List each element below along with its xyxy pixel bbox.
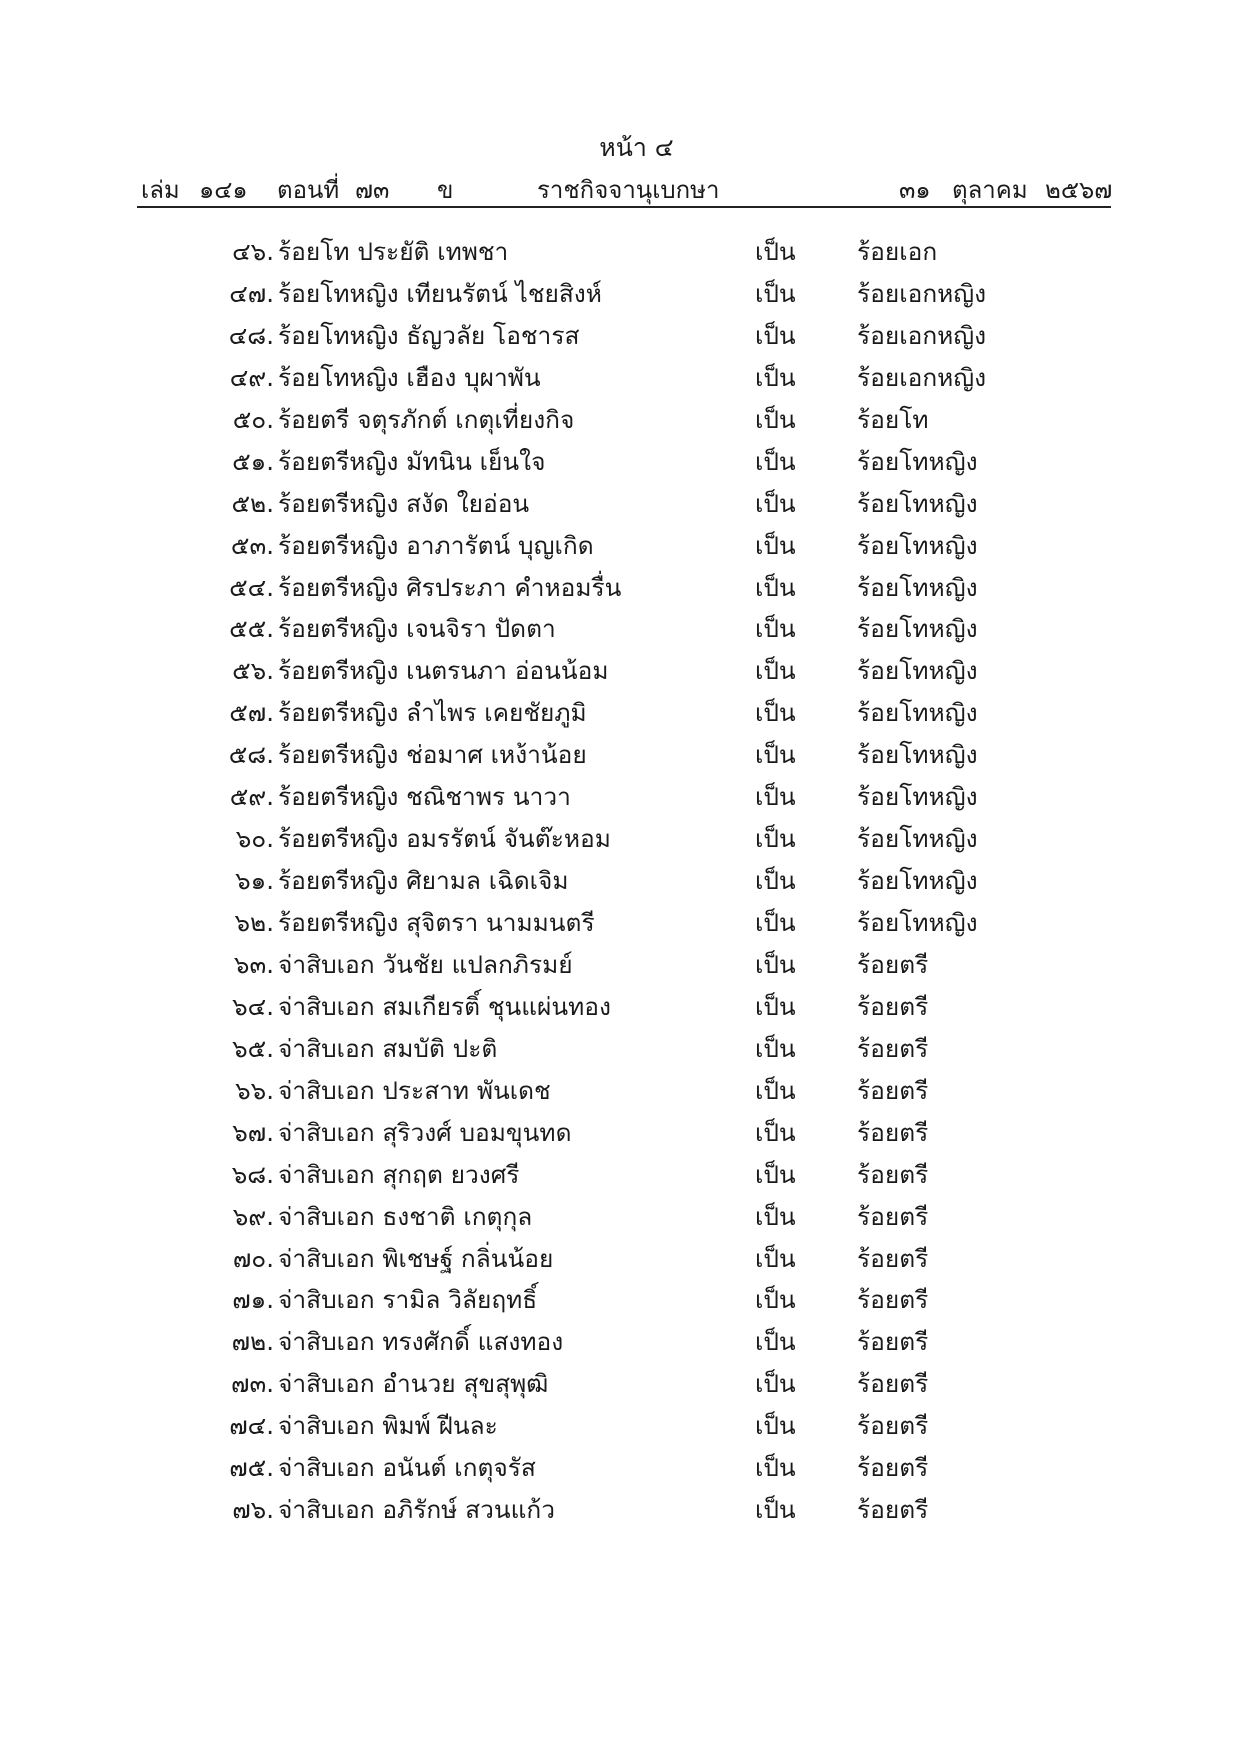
verb-pen: เป็น bbox=[755, 278, 796, 308]
entry-number: ๕๗. bbox=[229, 698, 274, 728]
list-item bbox=[0, 777, 1241, 819]
entry-number: ๔๙. bbox=[229, 362, 274, 392]
new-rank: ร้อยตรี bbox=[857, 1285, 929, 1315]
volume-number: ๑๔๑ bbox=[199, 176, 248, 204]
new-rank: ร้อยโทหญิง bbox=[857, 866, 978, 896]
list-item bbox=[0, 735, 1241, 777]
person-name: จ่าสิบเอก ประสาท พันเดช bbox=[278, 1075, 551, 1105]
list-item bbox=[0, 1113, 1241, 1155]
person-name: ร้อยตรีหญิง เนตรนภา อ่อนน้อม bbox=[278, 656, 609, 686]
list-item bbox=[0, 568, 1241, 610]
person-name: ร้อยตรีหญิง สุจิตรา นามมนตรี bbox=[278, 908, 595, 937]
entry-number: ๕๖. bbox=[232, 656, 274, 686]
entry-number: ๖๒. bbox=[234, 908, 274, 937]
new-rank: ร้อยโทหญิง bbox=[857, 488, 978, 518]
date-month: ตุลาคม bbox=[952, 176, 1028, 204]
verb-pen: เป็น bbox=[755, 782, 796, 812]
verb-pen: เป็น bbox=[755, 1201, 796, 1231]
entry-number: ๗๕. bbox=[229, 1453, 274, 1483]
gazette-header bbox=[137, 170, 1111, 204]
entry-number: ๖๔. bbox=[232, 991, 274, 1021]
entry-number: ๔๘. bbox=[228, 320, 274, 350]
verb-pen: เป็น bbox=[755, 698, 796, 728]
new-rank: ร้อยโทหญิง bbox=[857, 446, 978, 476]
new-rank: ร้อยโทหญิง bbox=[857, 530, 978, 560]
list-item bbox=[0, 609, 1241, 651]
new-rank: ร้อยโท bbox=[857, 404, 929, 434]
list-item bbox=[0, 316, 1241, 358]
person-name: จ่าสิบเอก สุกฤต ยวงศรี bbox=[278, 1159, 520, 1189]
new-rank: ร้อยตรี bbox=[857, 1495, 929, 1525]
new-rank: ร้อยตรี bbox=[857, 1201, 929, 1231]
entry-number: ๕๕. bbox=[229, 614, 274, 644]
list-item bbox=[0, 1071, 1241, 1113]
new-rank: ร้อยตรี bbox=[857, 1243, 929, 1273]
verb-pen: เป็น bbox=[755, 1327, 796, 1357]
verb-pen: เป็น bbox=[755, 1117, 796, 1147]
verb-pen: เป็น bbox=[755, 1033, 796, 1063]
verb-pen: เป็น bbox=[755, 1369, 796, 1399]
new-rank: ร้อยโทหญิง bbox=[857, 698, 978, 728]
verb-pen: เป็น bbox=[755, 1453, 796, 1483]
entry-number: ๗๖. bbox=[232, 1495, 274, 1525]
new-rank: ร้อยตรี bbox=[857, 991, 929, 1021]
list-item bbox=[0, 232, 1241, 274]
list-item bbox=[0, 861, 1241, 903]
entry-number: ๖๗. bbox=[232, 1117, 274, 1147]
new-rank: ร้อยโทหญิง bbox=[857, 614, 978, 644]
list-item bbox=[0, 442, 1241, 484]
person-name: ร้อยตรีหญิง อมรรัตน์ จันต๊ะหอม bbox=[278, 824, 611, 854]
verb-pen: เป็น bbox=[755, 614, 796, 644]
entry-number: ๕๙. bbox=[229, 782, 274, 812]
verb-pen: เป็น bbox=[755, 1411, 796, 1441]
person-name: จ่าสิบเอก อภิรักษ์ สวนแก้ว bbox=[278, 1495, 555, 1525]
entry-number: ๖๙. bbox=[232, 1201, 274, 1231]
header-rule bbox=[137, 206, 1111, 208]
verb-pen: เป็น bbox=[755, 656, 796, 686]
entry-number: ๕๓. bbox=[230, 530, 274, 560]
person-name: ร้อยตรีหญิง ศิยามล เฉิดเจิม bbox=[278, 866, 569, 896]
entry-number: ๗๓. bbox=[231, 1369, 274, 1399]
entry-number: ๔๖. bbox=[232, 237, 274, 266]
entry-number: ๕๒. bbox=[231, 488, 274, 518]
new-rank: ร้อยโทหญิง bbox=[857, 908, 978, 937]
person-name: ร้อยตรีหญิง เจนจิรา ปัดตา bbox=[278, 614, 556, 644]
list-item bbox=[0, 945, 1241, 987]
person-name: จ่าสิบเอก สมเกียรติ์ ชุนแผ่นทอง bbox=[278, 991, 611, 1021]
verb-pen: เป็น bbox=[755, 1243, 796, 1273]
person-name: จ่าสิบเอก อนันต์ เกตุจรัส bbox=[278, 1453, 536, 1483]
verb-pen: เป็น bbox=[755, 488, 796, 518]
person-name: ร้อยโทหญิง เทียนรัตน์ ไชยสิงห์ bbox=[278, 278, 602, 308]
verb-pen: เป็น bbox=[755, 1159, 796, 1189]
entry-number: ๕๑. bbox=[232, 446, 274, 476]
new-rank: ร้อยตรี bbox=[857, 1117, 929, 1147]
date-day: ๓๑ bbox=[899, 176, 931, 204]
new-rank: ร้อยเอกหญิง bbox=[857, 278, 987, 308]
verb-pen: เป็น bbox=[755, 237, 796, 266]
list-item bbox=[0, 903, 1241, 945]
publication-name: ราชกิจจานุเบกษา bbox=[537, 176, 720, 204]
person-name: จ่าสิบเอก พิมพ์ ฝีนละ bbox=[278, 1411, 498, 1441]
verb-pen: เป็น bbox=[755, 572, 796, 602]
list-item bbox=[0, 651, 1241, 693]
section-label: ตอนที่ bbox=[277, 176, 340, 204]
verb-pen: เป็น bbox=[755, 320, 796, 350]
list-item bbox=[0, 819, 1241, 861]
entry-number: ๖๐. bbox=[235, 824, 274, 854]
new-rank: ร้อยโทหญิง bbox=[857, 572, 978, 602]
list-item bbox=[0, 1197, 1241, 1239]
new-rank: ร้อยตรี bbox=[857, 1327, 929, 1357]
page-number: หน้า ๔ bbox=[599, 133, 674, 162]
person-name: ร้อยตรีหญิง อาภารัตน์ บุญเกิด bbox=[278, 530, 594, 560]
person-name: จ่าสิบเอก อำนวย สุขสุพุฒิ bbox=[278, 1369, 549, 1399]
list-item bbox=[0, 1280, 1241, 1322]
person-name: ร้อยโท ประยัติ เทพชา bbox=[278, 237, 509, 266]
entry-number: ๗๔. bbox=[229, 1411, 274, 1441]
person-name: ร้อยตรีหญิง ช่อมาศ เหง้าน้อย bbox=[278, 740, 587, 770]
verb-pen: เป็น bbox=[755, 949, 796, 979]
section-type: ข bbox=[437, 176, 454, 204]
list-item bbox=[0, 526, 1241, 568]
person-name: จ่าสิบเอก สมบัติ ปะติ bbox=[278, 1033, 498, 1063]
entry-number: ๖๑. bbox=[235, 866, 274, 896]
promotion-list bbox=[0, 232, 1241, 1532]
verb-pen: เป็น bbox=[755, 991, 796, 1021]
person-name: ร้อยตรีหญิง ศิรประภา คำหอมรื่น bbox=[278, 572, 622, 602]
new-rank: ร้อยตรี bbox=[857, 1159, 929, 1189]
verb-pen: เป็น bbox=[755, 1495, 796, 1525]
new-rank: ร้อยโทหญิง bbox=[857, 656, 978, 686]
entry-number: ๗๒. bbox=[231, 1327, 274, 1357]
list-item bbox=[0, 1448, 1241, 1490]
verb-pen: เป็น bbox=[755, 866, 796, 896]
list-item bbox=[0, 400, 1241, 442]
new-rank: ร้อยตรี bbox=[857, 1033, 929, 1063]
person-name: ร้อยโทหญิง ธัญวลัย โอชารส bbox=[278, 320, 580, 350]
person-name: จ่าสิบเอก ทรงศักดิ์ แสงทอง bbox=[278, 1327, 564, 1357]
section-number: ๗๓ bbox=[355, 176, 390, 204]
verb-pen: เป็น bbox=[755, 446, 796, 476]
new-rank: ร้อยตรี bbox=[857, 949, 929, 979]
person-name: ร้อยตรีหญิง ลำไพร เคยชัยภูมิ bbox=[278, 698, 587, 728]
new-rank: ร้อยตรี bbox=[857, 1369, 929, 1399]
list-item bbox=[0, 358, 1241, 400]
entry-number: ๕๐. bbox=[232, 404, 274, 434]
new-rank: ร้อยตรี bbox=[857, 1453, 929, 1483]
entry-number: ๔๗. bbox=[229, 278, 274, 308]
new-rank: ร้อยโทหญิง bbox=[857, 782, 978, 812]
entry-number: ๕๔. bbox=[229, 572, 274, 602]
entry-number: ๖๓. bbox=[233, 949, 274, 979]
person-name: จ่าสิบเอก ธงชาติ เกตุกุล bbox=[278, 1201, 533, 1231]
entry-number: ๗๐. bbox=[232, 1243, 274, 1273]
person-name: จ่าสิบเอก รามิล วิลัยฤทธิ์ bbox=[278, 1285, 538, 1315]
new-rank: ร้อยโทหญิง bbox=[857, 740, 978, 770]
new-rank: ร้อยเอกหญิง bbox=[857, 362, 987, 392]
list-item bbox=[0, 987, 1241, 1029]
date-year: ๒๕๖๗ bbox=[1045, 176, 1113, 204]
verb-pen: เป็น bbox=[755, 362, 796, 392]
entry-number: ๗๑. bbox=[232, 1285, 274, 1315]
entry-number: ๕๘. bbox=[228, 740, 274, 770]
person-name: จ่าสิบเอก วันชัย แปลกภิรมย์ bbox=[278, 949, 573, 979]
verb-pen: เป็น bbox=[755, 1075, 796, 1105]
verb-pen: เป็น bbox=[755, 530, 796, 560]
person-name: ร้อยโทหญิง เฮือง บุผาพัน bbox=[278, 362, 541, 392]
person-name: ร้อยตรีหญิง ชณิชาพร นาวา bbox=[278, 782, 571, 812]
new-rank: ร้อยตรี bbox=[857, 1075, 929, 1105]
person-name: จ่าสิบเอก พิเชษฐ์ กลิ่นน้อย bbox=[278, 1243, 554, 1273]
list-item bbox=[0, 1239, 1241, 1281]
new-rank: ร้อยเอกหญิง bbox=[857, 320, 987, 350]
list-item bbox=[0, 274, 1241, 316]
list-item bbox=[0, 1364, 1241, 1406]
list-item bbox=[0, 693, 1241, 735]
verb-pen: เป็น bbox=[755, 740, 796, 770]
verb-pen: เป็น bbox=[755, 1285, 796, 1315]
verb-pen: เป็น bbox=[755, 908, 796, 937]
entry-number: ๖๘. bbox=[231, 1159, 274, 1189]
entry-number: ๖๖. bbox=[235, 1075, 274, 1105]
list-item bbox=[0, 484, 1241, 526]
list-item bbox=[0, 1406, 1241, 1448]
list-item bbox=[0, 1155, 1241, 1197]
verb-pen: เป็น bbox=[755, 824, 796, 854]
person-name: ร้อยตรีหญิง มัทนิน เย็นใจ bbox=[278, 446, 546, 476]
verb-pen: เป็น bbox=[755, 404, 796, 434]
new-rank: ร้อยเอก bbox=[857, 237, 938, 266]
new-rank: ร้อยตรี bbox=[857, 1411, 929, 1441]
new-rank: ร้อยโทหญิง bbox=[857, 824, 978, 854]
list-item bbox=[0, 1029, 1241, 1071]
list-item bbox=[0, 1490, 1241, 1532]
person-name: ร้อยตรี จตุรภักต์ เกตุเที่ยงกิจ bbox=[278, 404, 575, 434]
entry-number: ๖๕. bbox=[232, 1033, 274, 1063]
person-name: จ่าสิบเอก สุริวงศ์ บอมขุนทด bbox=[278, 1117, 572, 1147]
list-item bbox=[0, 1322, 1241, 1364]
volume-label: เล่ม bbox=[141, 176, 180, 204]
person-name: ร้อยตรีหญิง สงัด ใยอ่อน bbox=[278, 488, 530, 518]
